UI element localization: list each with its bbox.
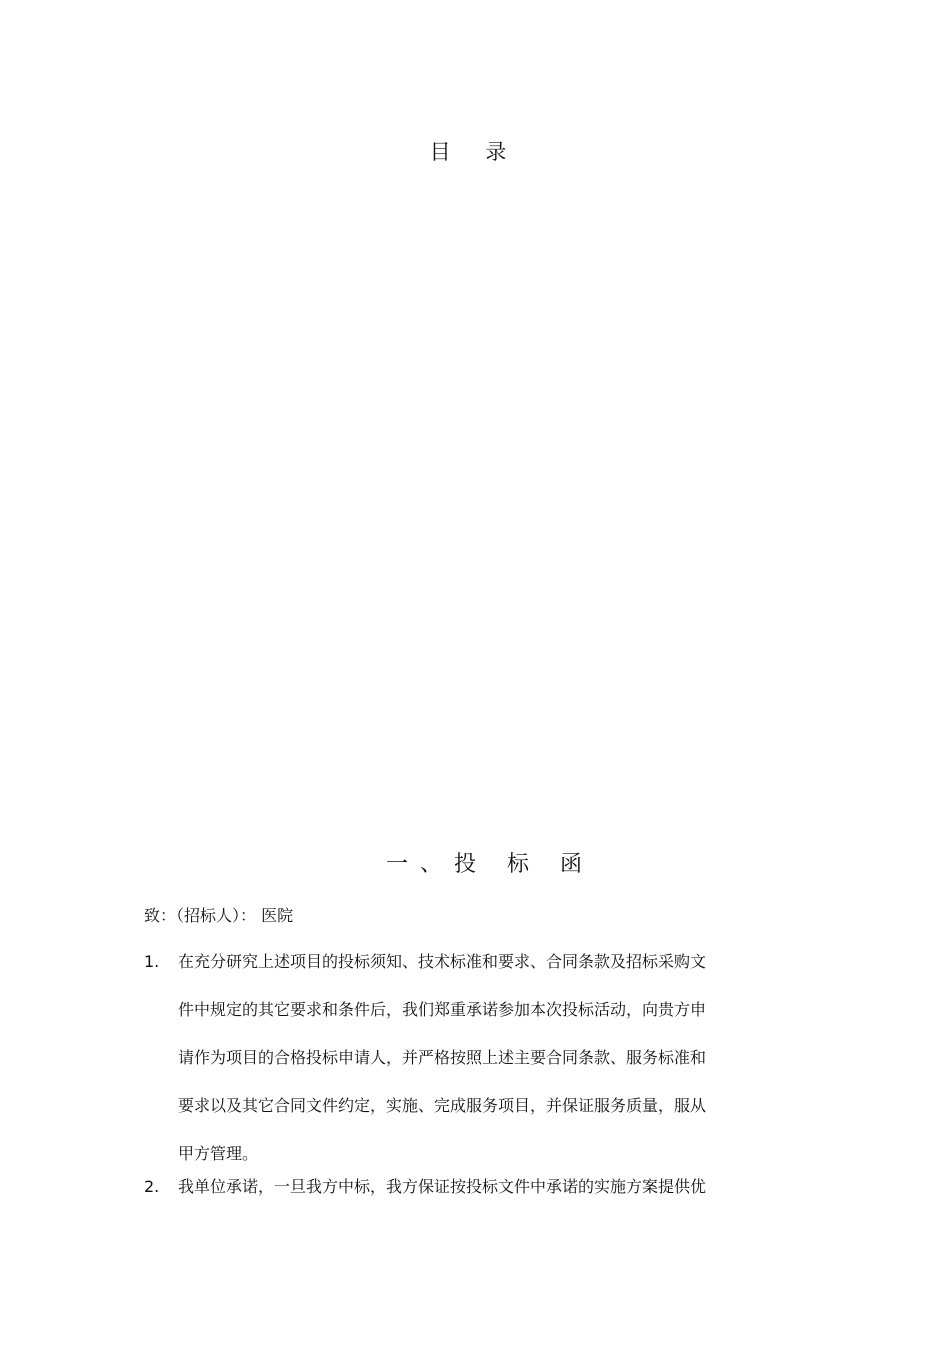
text-line: 请作为项目的合格投标申请人，并严格按照上述主要合同条款、服务标准和 xyxy=(178,1048,707,1067)
item-number: 1. xyxy=(144,952,160,971)
text-line: 要求以及其它合同文件约定，实施、完成服务项目，并保证服务质量，服从 xyxy=(178,1096,707,1115)
toc-title: 目 录 xyxy=(429,140,521,164)
text-line: 甲方管理。 xyxy=(178,1144,259,1163)
text-line: 我单位承诺，一旦我方中标，我方保证按投标文件中承诺的实施方案提供优 xyxy=(178,1177,707,1196)
addressee-line: 致：（招标人）： 医院 xyxy=(144,906,294,925)
item-text xyxy=(178,938,706,1178)
text-line: 在充分研究上述项目的投标须知、技术标准和要求、合同条款及招标采购文 xyxy=(178,952,707,971)
item-number: 2. xyxy=(144,1177,160,1196)
item-text xyxy=(178,1163,706,1211)
section-title: 一、投 标 函 xyxy=(386,852,594,877)
text-line: 件中规定的其它要求和条件后，我们郑重承诺参加本次投标活动，向贵方申 xyxy=(178,1000,707,1019)
